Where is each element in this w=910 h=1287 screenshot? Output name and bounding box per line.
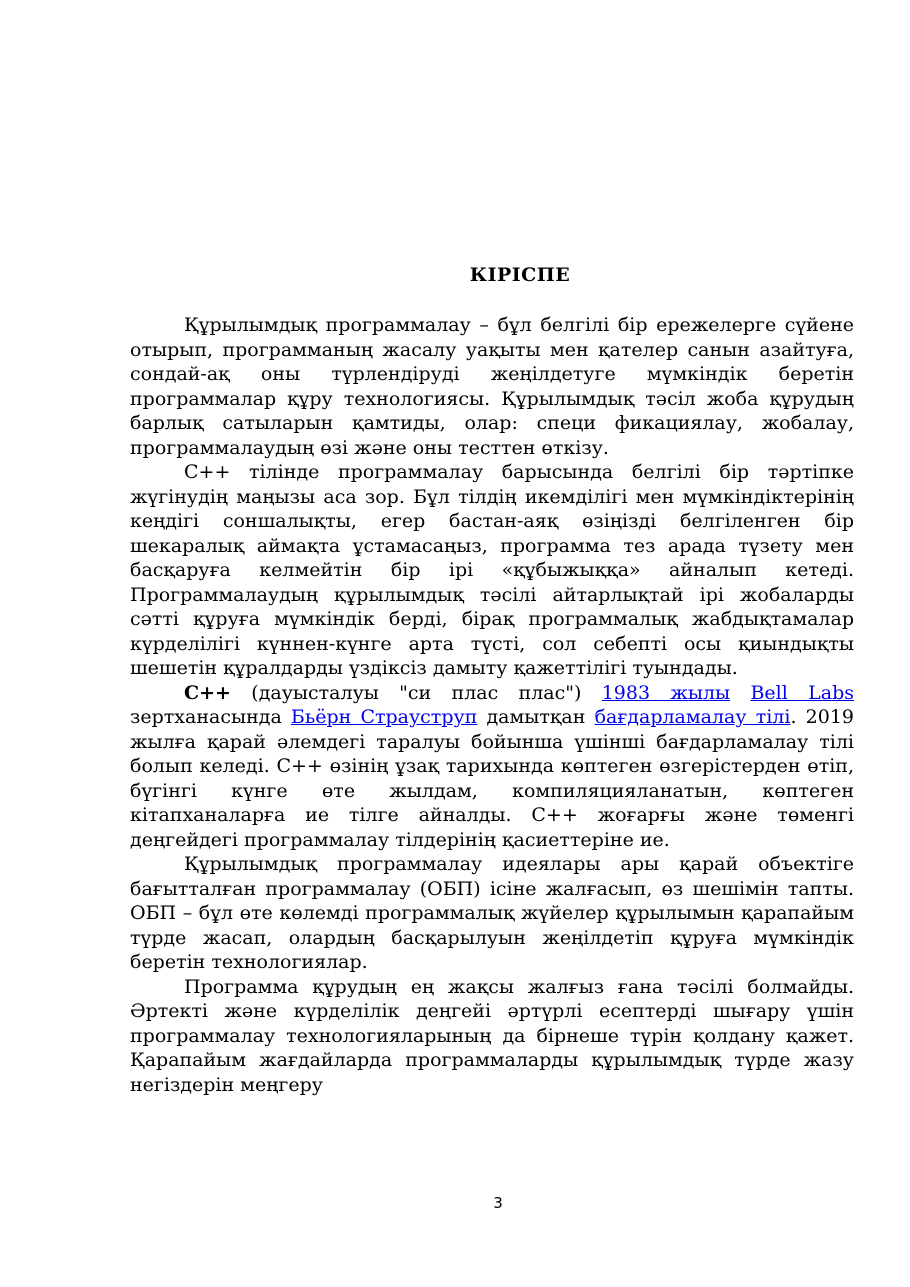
document-body — [130, 313, 854, 1097]
page-number: 3 — [493, 1194, 503, 1212]
paragraph-best-method: Программа құрудың ең жақсы жалғыз ғана тәсілі болмайды. Әртекті және күрделілік деңгейі әртүрлі есептерді шығару үшін программалау технологияларының да бірнеше түрін қолдану қажет. Қарапайым жағдайларда программаларды құрылымдық түрде жазу негіздерін меңгеру — [130, 975, 854, 1096]
paragraph-structured-programming: Құрылымдық программалау – бұл белгілі бір ережелерге сүйене отырып, программаның жасалу уақыты мен қателер санын азайтуға, сондай-ақ оны түрлендіруді жеңілдетуге мүмкіндік беретін программалар құру технологиясы. Құрылымдық тәсіл жоба құрудың барлық сатыларын қамтиды, олар: специ фикациялау, жобалау, программалаудың өзі және оны тесттен өткізу. — [130, 314, 854, 459]
laboratory-text: зертханасында — [130, 706, 291, 728]
link-bell-labs[interactable]: Bell Labs — [750, 681, 854, 704]
link-bjarne-stroustrup[interactable]: Бьёрн Страуструп — [290, 706, 478, 728]
pronunciation-text: (дауысталуы "си плас плас") — [230, 681, 602, 704]
paragraph-cpp-history — [130, 681, 854, 853]
link-separator — [730, 682, 750, 704]
cpp-term: C++ — [184, 681, 231, 704]
cpp-history-rest: . 2019 жылға қарай әлемдегі таралуы бойынша үшінші бағдарламалау тілі болып келеді. C++ өзінің ұзақ тарихында көптеген өзгерістерден өтіп, бүгінгі күнге өте жылдам, компиляцияланатын, көптеген кітапханаларға ие тілге айналды. C++ жоғарғы және төменгі деңгейдегі программалау тілдерінің қасиеттеріне ие. — [130, 706, 854, 851]
developed-text: дамытқан — [477, 706, 595, 728]
page-title: КІРІСПЕ — [469, 264, 571, 286]
link-year-1983[interactable]: 1983 жылы — [601, 681, 731, 704]
paragraph-cpp-discipline: С++ тілінде программалау барысында белгілі бір тәртіпке жүгінудің маңызы аса зор. Бұл тілдің икемділігі мен мүмкіндіктерінің кеңдігі соншалықты, егер бастан-аяқ өзіңізді белгіленген бір шекаралық аймақта ұстамасаңыз, программа тез арада түзету мен басқаруға келмейтін бір ірі «құбыжыққа» айналып кетеді. Программалаудың құрылымдық тәсілі айтарлықтай ірі жобаларды сәтті құруға мүмкіндік берді, бірақ программалық жабдықтамалар күрделілігі күннен-күнге арта түсті, сол себепті осы қиындықты шешетін құралдарды үздіксіз дамыту қажеттілігі туындады. — [130, 461, 854, 679]
paragraph-oop: Құрылымдық программалау идеялары ары қарай объектіге бағытталған программалау (ОБП) ісіне жалғасып, өз шешімін тапты. ОБП – бұл өте көлемді программалық жүйелер құрылымын қарапайым түрде жасап, олардың басқарылуын жеңілдетіп құруға мүмкіндік беретін технологиялар. — [130, 853, 854, 973]
link-programming-language[interactable]: бағдарламалау тілі — [594, 706, 791, 728]
